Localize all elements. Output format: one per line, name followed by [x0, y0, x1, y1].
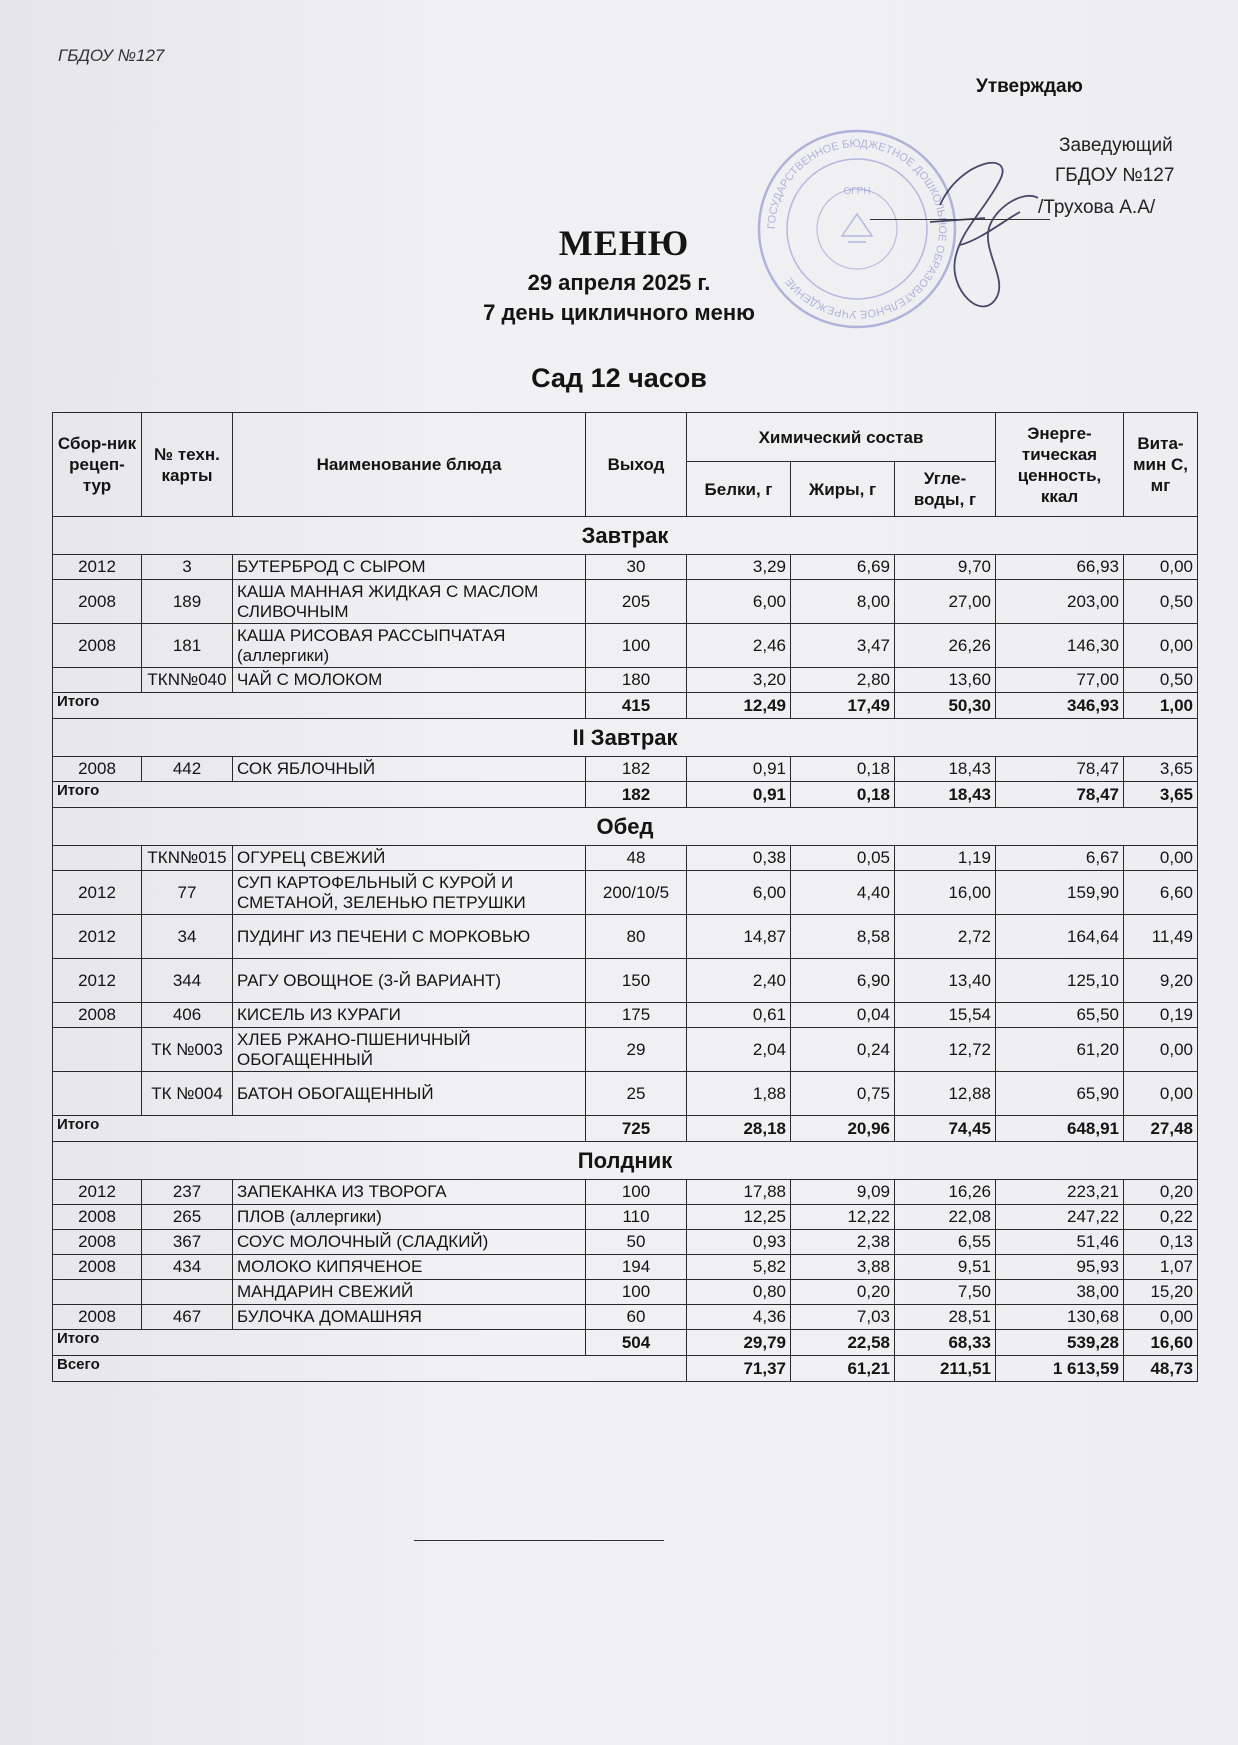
- grand-total-row: [53, 1356, 1198, 1382]
- cell-card: 189: [142, 580, 233, 624]
- total-label: Итого: [53, 782, 586, 808]
- table-row: [53, 871, 1198, 915]
- cell-card: 406: [142, 1003, 233, 1028]
- cell-energy: 38,00: [996, 1280, 1124, 1305]
- cell-source: 2008: [53, 624, 142, 668]
- cell-fat: 9,09: [791, 1180, 895, 1205]
- cell-protein: 0,38: [687, 846, 791, 871]
- cell-card: 77: [142, 871, 233, 915]
- total-energy: 539,28: [996, 1330, 1124, 1356]
- cell-dish-name: КАША МАННАЯ ЖИДКАЯ С МАСЛОМ СЛИВОЧНЫМ: [233, 580, 586, 624]
- cell-vitamin-c: 0,00: [1124, 846, 1198, 871]
- cell-dish-name: ЧАЙ С МОЛОКОМ: [233, 668, 586, 693]
- total-fat: 17,49: [791, 693, 895, 719]
- cell-dish-name: КАША РИСОВАЯ РАССЫПЧАТАЯ (аллергики): [233, 624, 586, 668]
- cell-card: 344: [142, 959, 233, 1003]
- svg-text:ОГРН: ОГРН: [843, 186, 871, 197]
- cell-carbs: 16,26: [895, 1180, 996, 1205]
- total-row: [53, 693, 1198, 719]
- table-row: [53, 1305, 1198, 1330]
- cell-fat: 8,58: [791, 915, 895, 959]
- cell-yield: 205: [586, 580, 687, 624]
- cell-dish-name: ПУДИНГ ИЗ ПЕЧЕНИ С МОРКОВЬЮ: [233, 915, 586, 959]
- cell-fat: 8,00: [791, 580, 895, 624]
- cell-carbs: 18,43: [895, 757, 996, 782]
- cell-dish-name: МАНДАРИН СВЕЖИЙ: [233, 1280, 586, 1305]
- menu-table-body: [53, 517, 1198, 1382]
- table-row: [53, 1072, 1198, 1116]
- cell-vitamin-c: 0,50: [1124, 580, 1198, 624]
- table-row: [53, 580, 1198, 624]
- svg-text:ГОСУДАРСТВЕННОЕ БЮДЖЕТНОЕ ДОШК: ГОСУДАРСТВЕННОЕ БЮДЖЕТНОЕ ДОШКОЛЬНОЕ ОБРАЗОВАТЕЛЬНОЕ УЧРЕЖДЕНИЕ: [765, 137, 949, 321]
- menu-title: МЕНЮ: [558, 223, 690, 263]
- table-row: [53, 757, 1198, 782]
- cell-vitamin-c: 0,00: [1124, 1072, 1198, 1116]
- cell-vitamin-c: 0,13: [1124, 1230, 1198, 1255]
- cell-dish-name: РАГУ ОВОЩНОЕ (3-Й ВАРИАНТ): [233, 959, 586, 1003]
- section-header-row: [53, 719, 1198, 757]
- total-carbs: 68,33: [895, 1330, 996, 1356]
- cell-yield: 110: [586, 1205, 687, 1230]
- cell-fat: 2,38: [791, 1230, 895, 1255]
- header-name: Наименование блюда: [233, 413, 586, 517]
- cell-card: 467: [142, 1305, 233, 1330]
- cell-carbs: 27,00: [895, 580, 996, 624]
- header-protein: Белки, г: [687, 462, 791, 517]
- table-row: [53, 1230, 1198, 1255]
- cell-vitamin-c: 9,20: [1124, 959, 1198, 1003]
- cell-protein: 0,91: [687, 757, 791, 782]
- cell-protein: 12,25: [687, 1205, 791, 1230]
- cell-protein: 6,00: [687, 580, 791, 624]
- grand-total-label: Всего: [53, 1356, 687, 1382]
- head-position: Заведующий: [1059, 135, 1173, 156]
- section-header-row: [53, 1142, 1198, 1180]
- table-row: [53, 1180, 1198, 1205]
- cell-protein: 2,46: [687, 624, 791, 668]
- cell-card: ТКN№015: [142, 846, 233, 871]
- cell-card: 181: [142, 624, 233, 668]
- header-energy: Энерге-тическая ценность, ккал: [996, 413, 1124, 517]
- table-row: [53, 624, 1198, 668]
- cell-carbs: 28,51: [895, 1305, 996, 1330]
- section-header-row: [53, 517, 1198, 555]
- cell-dish-name: ЗАПЕКАНКА ИЗ ТВОРОГА: [233, 1180, 586, 1205]
- total-yield: 725: [586, 1116, 687, 1142]
- cell-protein: 0,80: [687, 1280, 791, 1305]
- total-carbs: 18,43: [895, 782, 996, 808]
- cell-card: ТКN№040: [142, 668, 233, 693]
- cell-protein: 3,29: [687, 555, 791, 580]
- cell-source: 2008: [53, 580, 142, 624]
- cell-dish-name: ПЛОВ (аллергики): [233, 1205, 586, 1230]
- cell-energy: 65,50: [996, 1003, 1124, 1028]
- total-fat: 0,18: [791, 782, 895, 808]
- cell-source: 2008: [53, 1230, 142, 1255]
- cell-energy: 65,90: [996, 1072, 1124, 1116]
- cell-dish-name: КИСЕЛЬ ИЗ КУРАГИ: [233, 1003, 586, 1028]
- cell-fat: 7,03: [791, 1305, 895, 1330]
- cell-carbs: 13,40: [895, 959, 996, 1003]
- cell-energy: 223,21: [996, 1180, 1124, 1205]
- cell-carbs: 12,88: [895, 1072, 996, 1116]
- bottom-line: [414, 1540, 664, 1541]
- cell-yield: 29: [586, 1028, 687, 1072]
- table-row: [53, 555, 1198, 580]
- total-protein: 28,18: [687, 1116, 791, 1142]
- cell-carbs: 1,19: [895, 846, 996, 871]
- total-energy: 648,91: [996, 1116, 1124, 1142]
- table-row: [53, 668, 1198, 693]
- cell-protein: 4,36: [687, 1305, 791, 1330]
- cell-yield: 100: [586, 1180, 687, 1205]
- cell-protein: 0,61: [687, 1003, 791, 1028]
- table-row: [53, 1028, 1198, 1072]
- cell-card: 367: [142, 1230, 233, 1255]
- cell-energy: 130,68: [996, 1305, 1124, 1330]
- cell-energy: 146,30: [996, 624, 1124, 668]
- cell-card: 442: [142, 757, 233, 782]
- header-fat: Жиры, г: [791, 462, 895, 517]
- cell-source: 2008: [53, 1205, 142, 1230]
- cell-yield: 175: [586, 1003, 687, 1028]
- total-vitamin-c: 3,65: [1124, 782, 1198, 808]
- cell-vitamin-c: 1,07: [1124, 1255, 1198, 1280]
- section-title: Обед: [53, 808, 1198, 846]
- total-yield: 504: [586, 1330, 687, 1356]
- cell-vitamin-c: 0,00: [1124, 555, 1198, 580]
- grand-total-carbs: 211,51: [895, 1356, 996, 1382]
- table-row: [53, 1003, 1198, 1028]
- table-row: [53, 846, 1198, 871]
- cell-energy: 247,22: [996, 1205, 1124, 1230]
- cell-energy: 77,00: [996, 668, 1124, 693]
- cell-protein: 5,82: [687, 1255, 791, 1280]
- cell-carbs: 13,60: [895, 668, 996, 693]
- cell-card: 34: [142, 915, 233, 959]
- cell-carbs: 9,70: [895, 555, 996, 580]
- cell-source: [53, 1028, 142, 1072]
- cell-fat: 0,04: [791, 1003, 895, 1028]
- cell-yield: 80: [586, 915, 687, 959]
- cell-vitamin-c: 11,49: [1124, 915, 1198, 959]
- cell-source: [53, 668, 142, 693]
- cell-vitamin-c: 0,20: [1124, 1180, 1198, 1205]
- cell-yield: 182: [586, 757, 687, 782]
- cell-vitamin-c: 0,22: [1124, 1205, 1198, 1230]
- cell-energy: 66,93: [996, 555, 1124, 580]
- cell-energy: 95,93: [996, 1255, 1124, 1280]
- cell-carbs: 26,26: [895, 624, 996, 668]
- grand-total-energy: 1 613,59: [996, 1356, 1124, 1382]
- cell-protein: 2,04: [687, 1028, 791, 1072]
- total-yield: 415: [586, 693, 687, 719]
- cell-carbs: 12,72: [895, 1028, 996, 1072]
- cell-energy: 164,64: [996, 915, 1124, 959]
- cell-yield: 150: [586, 959, 687, 1003]
- cell-dish-name: ХЛЕБ РЖАНО-ПШЕНИЧНЫЙ ОБОГАЩЕННЫЙ: [233, 1028, 586, 1072]
- grand-total-protein: 71,37: [687, 1356, 791, 1382]
- cell-dish-name: СОУС МОЛОЧНЫЙ (СЛАДКИЙ): [233, 1230, 586, 1255]
- grand-total-vitamin-c: 48,73: [1124, 1356, 1198, 1382]
- total-fat: 22,58: [791, 1330, 895, 1356]
- cell-carbs: 16,00: [895, 871, 996, 915]
- cell-energy: 61,20: [996, 1028, 1124, 1072]
- cell-protein: 1,88: [687, 1072, 791, 1116]
- cell-fat: 0,05: [791, 846, 895, 871]
- total-carbs: 50,30: [895, 693, 996, 719]
- table-row: [53, 1205, 1198, 1230]
- section-title: II Завтрак: [53, 719, 1198, 757]
- head-name: /Трухова А.А/: [1038, 197, 1156, 218]
- cell-vitamin-c: 6,60: [1124, 871, 1198, 915]
- org-name: ГБДОУ №127: [58, 46, 165, 65]
- cell-fat: 0,20: [791, 1280, 895, 1305]
- cell-source: [53, 1072, 142, 1116]
- section-header-row: [53, 808, 1198, 846]
- cell-fat: 0,24: [791, 1028, 895, 1072]
- table-row: [53, 1255, 1198, 1280]
- section-title: Полдник: [53, 1142, 1198, 1180]
- cell-dish-name: БУТЕРБРОД С СЫРОМ: [233, 555, 586, 580]
- total-energy: 78,47: [996, 782, 1124, 808]
- cell-energy: 51,46: [996, 1230, 1124, 1255]
- cell-fat: 6,69: [791, 555, 895, 580]
- table-row: [53, 959, 1198, 1003]
- total-carbs: 74,45: [895, 1116, 996, 1142]
- cell-fat: 4,40: [791, 871, 895, 915]
- cell-dish-name: БАТОН ОБОГАЩЕННЫЙ: [233, 1072, 586, 1116]
- cell-card: ТК №003: [142, 1028, 233, 1072]
- total-row: [53, 1116, 1198, 1142]
- cell-yield: 50: [586, 1230, 687, 1255]
- cell-vitamin-c: 0,50: [1124, 668, 1198, 693]
- cell-dish-name: СОК ЯБЛОЧНЫЙ: [233, 757, 586, 782]
- menu-group: Сад 12 часов: [531, 363, 707, 393]
- header-source: Сбор-ник рецеп-тур: [53, 413, 142, 517]
- cell-protein: 14,87: [687, 915, 791, 959]
- cell-source: 2012: [53, 915, 142, 959]
- total-label: Итого: [53, 693, 586, 719]
- cell-protein: 3,20: [687, 668, 791, 693]
- menu-cycle: 7 день цикличного меню: [483, 300, 755, 325]
- cell-yield: 180: [586, 668, 687, 693]
- cell-carbs: 22,08: [895, 1205, 996, 1230]
- total-row: [53, 1330, 1198, 1356]
- cell-energy: 78,47: [996, 757, 1124, 782]
- cell-yield: 48: [586, 846, 687, 871]
- cell-card: 265: [142, 1205, 233, 1230]
- cell-carbs: 9,51: [895, 1255, 996, 1280]
- cell-fat: 3,47: [791, 624, 895, 668]
- total-energy: 346,93: [996, 693, 1124, 719]
- cell-dish-name: ОГУРЕЦ СВЕЖИЙ: [233, 846, 586, 871]
- cell-yield: 30: [586, 555, 687, 580]
- cell-yield: 60: [586, 1305, 687, 1330]
- cell-carbs: 6,55: [895, 1230, 996, 1255]
- cell-source: 2008: [53, 1255, 142, 1280]
- total-fat: 20,96: [791, 1116, 895, 1142]
- total-vitamin-c: 27,48: [1124, 1116, 1198, 1142]
- table-row: [53, 915, 1198, 959]
- cell-fat: 0,75: [791, 1072, 895, 1116]
- total-protein: 12,49: [687, 693, 791, 719]
- header-vitc: Вита-мин С, мг: [1124, 413, 1198, 517]
- section-title: Завтрак: [53, 517, 1198, 555]
- cell-vitamin-c: 0,19: [1124, 1003, 1198, 1028]
- cell-protein: 0,93: [687, 1230, 791, 1255]
- cell-carbs: 7,50: [895, 1280, 996, 1305]
- cell-source: 2008: [53, 1003, 142, 1028]
- total-label: Итого: [53, 1330, 586, 1356]
- signature-line: [870, 219, 1050, 220]
- cell-fat: 3,88: [791, 1255, 895, 1280]
- cell-vitamin-c: 3,65: [1124, 757, 1198, 782]
- total-vitamin-c: 1,00: [1124, 693, 1198, 719]
- total-vitamin-c: 16,60: [1124, 1330, 1198, 1356]
- cell-energy: 159,90: [996, 871, 1124, 915]
- header-carbs: Угле-воды, г: [895, 462, 996, 517]
- cell-fat: 2,80: [791, 668, 895, 693]
- cell-source: 2012: [53, 959, 142, 1003]
- cell-energy: 6,67: [996, 846, 1124, 871]
- head-org: ГБДОУ №127: [1055, 165, 1175, 186]
- cell-card: ТК №004: [142, 1072, 233, 1116]
- table-row: [53, 1280, 1198, 1305]
- cell-source: 2012: [53, 555, 142, 580]
- cell-fat: 12,22: [791, 1205, 895, 1230]
- cell-protein: 17,88: [687, 1180, 791, 1205]
- cell-vitamin-c: 0,00: [1124, 624, 1198, 668]
- cell-source: 2012: [53, 871, 142, 915]
- grand-total-fat: 61,21: [791, 1356, 895, 1382]
- cell-yield: 200/10/5: [586, 871, 687, 915]
- cell-source: 2008: [53, 1305, 142, 1330]
- cell-yield: 100: [586, 624, 687, 668]
- cell-source: 2012: [53, 1180, 142, 1205]
- cell-source: [53, 1280, 142, 1305]
- total-yield: 182: [586, 782, 687, 808]
- total-row: [53, 782, 1198, 808]
- cell-yield: 194: [586, 1255, 687, 1280]
- total-protein: 29,79: [687, 1330, 791, 1356]
- cell-card: 3: [142, 555, 233, 580]
- cell-source: [53, 846, 142, 871]
- cell-yield: 25: [586, 1072, 687, 1116]
- cell-dish-name: МОЛОКО КИПЯЧЕНОЕ: [233, 1255, 586, 1280]
- cell-vitamin-c: 0,00: [1124, 1305, 1198, 1330]
- header-card: № техн. карты: [142, 413, 233, 517]
- cell-fat: 6,90: [791, 959, 895, 1003]
- cell-carbs: 2,72: [895, 915, 996, 959]
- cell-card: 237: [142, 1180, 233, 1205]
- cell-card: [142, 1280, 233, 1305]
- menu-date: 29 апреля 2025 г.: [527, 270, 711, 295]
- cell-dish-name: СУП КАРТОФЕЛЬНЫЙ С КУРОЙ И СМЕТАНОЙ, ЗЕЛЕНЬЮ ПЕТРУШКИ: [233, 871, 586, 915]
- cell-carbs: 15,54: [895, 1003, 996, 1028]
- total-label: Итого: [53, 1116, 586, 1142]
- menu-table: [52, 412, 1198, 1382]
- total-protein: 0,91: [687, 782, 791, 808]
- header-chem: Химический состав: [687, 413, 996, 462]
- cell-energy: 125,10: [996, 959, 1124, 1003]
- cell-vitamin-c: 15,20: [1124, 1280, 1198, 1305]
- header-yield: Выход: [586, 413, 687, 517]
- cell-protein: 2,40: [687, 959, 791, 1003]
- approve-label: Утверждаю: [976, 76, 1083, 97]
- cell-vitamin-c: 0,00: [1124, 1028, 1198, 1072]
- cell-source: 2008: [53, 757, 142, 782]
- cell-dish-name: БУЛОЧКА ДОМАШНЯЯ: [233, 1305, 586, 1330]
- cell-card: 434: [142, 1255, 233, 1280]
- cell-fat: 0,18: [791, 757, 895, 782]
- cell-yield: 100: [586, 1280, 687, 1305]
- cell-protein: 6,00: [687, 871, 791, 915]
- cell-energy: 203,00: [996, 580, 1124, 624]
